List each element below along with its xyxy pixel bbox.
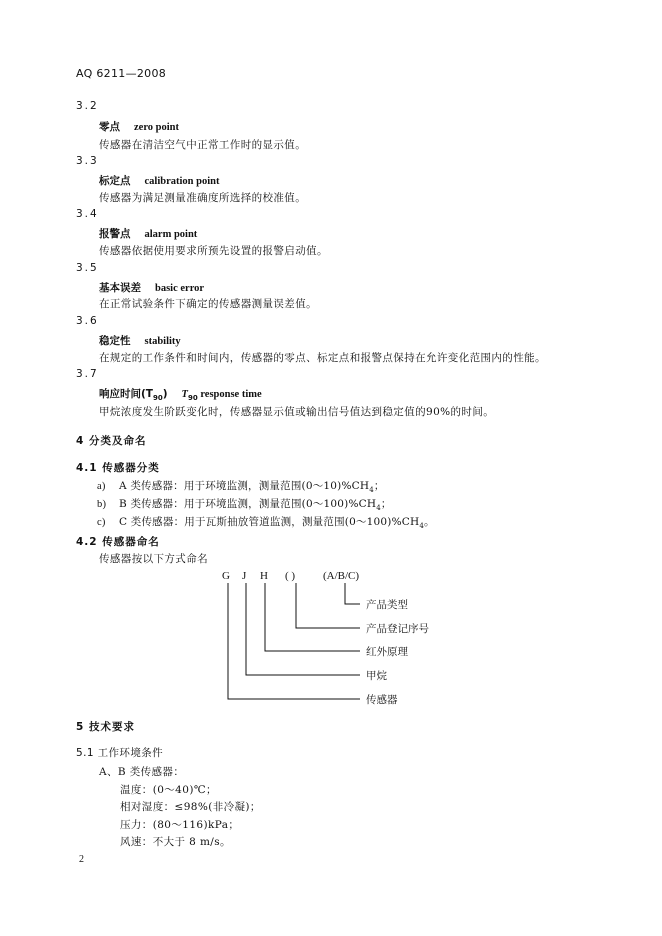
- clause-number: 3.2: [76, 100, 99, 112]
- document-header: AQ 6211—2008: [76, 67, 167, 80]
- term-definition: 传感器为满足测量准确度所选择的校准值。: [99, 192, 307, 204]
- term-zh: 稳定性: [99, 335, 131, 347]
- clause-number: 3.3: [76, 155, 99, 167]
- label-product-type: 产品类型: [366, 599, 408, 611]
- subsection-heading: 4.1 传感器分类: [76, 462, 160, 474]
- label-infrared-principle: 红外原理: [366, 646, 408, 658]
- connector-line: [265, 583, 360, 651]
- term-zh: 零点: [99, 121, 120, 133]
- list-text: B 类传感器：用于环境监测，测量范围(0～100)%CH: [119, 498, 377, 510]
- list-suffix: ；: [373, 480, 385, 492]
- clause-number: 3.5: [76, 262, 99, 274]
- code-letter-g: G: [222, 570, 230, 582]
- list-marker: c): [97, 517, 106, 528]
- section-heading: 4 分类及命名: [76, 435, 147, 447]
- term-definition: 在正常试验条件下确定的传感器测量误差值。: [99, 298, 317, 310]
- term-zh: 基本误差: [99, 282, 141, 294]
- code-type-slot: (A/B/C): [323, 570, 360, 582]
- code-letter-h: H: [260, 570, 268, 582]
- subsection-heading: 5.1 工作环境条件: [76, 747, 164, 759]
- condition-item: 温度：(0～40)℃；: [120, 784, 217, 796]
- clause-number: 3.4: [76, 208, 99, 220]
- list-marker: b): [97, 499, 107, 510]
- label-registration-number: 产品登记序号: [366, 623, 429, 635]
- clause-number: 3.6: [76, 315, 99, 327]
- term-zh-subscript: 90: [152, 394, 163, 403]
- condition-item: 风速：不大于 8 m/s。: [120, 836, 231, 848]
- list-subscript: 4: [376, 504, 381, 513]
- term-en: alarm point: [144, 229, 198, 240]
- term-definition: 传感器在清洁空气中正常工作时的显示值。: [99, 139, 307, 151]
- term-zh: 报警点: [99, 228, 131, 240]
- term-zh: 标定点: [99, 175, 131, 187]
- clause-number: 3.7: [76, 368, 99, 380]
- term-definition: 传感器依据使用要求所预先设置的报警启动值。: [99, 245, 328, 257]
- condition-item: 压力：(80～116)kPa；: [120, 819, 240, 831]
- list-marker: a): [97, 481, 106, 492]
- list-suffix: ；: [380, 498, 392, 510]
- naming-intro: 传感器按以下方式命名: [99, 553, 208, 565]
- term-en: basic error: [155, 283, 205, 294]
- list-subscript: 4: [369, 486, 374, 495]
- list-subscript: 4: [419, 522, 425, 531]
- term-en-symbol: T: [181, 389, 188, 400]
- connector-line: [296, 583, 360, 628]
- term-zh-suffix: ): [162, 388, 168, 400]
- term-definition: 甲烷浓度发生阶跃变化时，传感器显示值或输出信号值达到稳定值的90%的时间。: [99, 406, 495, 418]
- term-definition: 在规定的工作条件和时间内，传感器的零点、标定点和报警点保持在允许变化范围内的性能。: [99, 352, 546, 364]
- label-sensor: 传感器: [366, 694, 398, 706]
- term-en: stability: [144, 336, 181, 347]
- term-en: zero point: [134, 122, 180, 133]
- list-text: C 类传感器：用于瓦斯抽放管道监测，测量范围(0～100)%CH: [119, 516, 420, 528]
- condition-item: 相对湿度：≤98%(非冷凝)；: [120, 801, 261, 813]
- list-text: A 类传感器：用于环境监测，测量范围(0～10)%CH: [119, 480, 370, 492]
- code-registration-slot: ( ): [285, 570, 296, 582]
- sensor-class-line: A、B 类传感器：: [99, 766, 185, 778]
- page-number: 2: [79, 854, 84, 865]
- connector-line: [345, 583, 360, 604]
- term-en-subscript: 90: [187, 394, 198, 403]
- term-zh: 响应时间(T: [99, 388, 153, 400]
- list-suffix: 。: [424, 516, 435, 528]
- term-en: calibration point: [144, 176, 220, 187]
- connector-line: [246, 583, 360, 675]
- connector-line: [228, 583, 360, 699]
- term-en: response time: [197, 389, 262, 400]
- section-heading: 5 技术要求: [76, 721, 135, 733]
- subsection-heading: 4.2 传感器命名: [76, 536, 160, 548]
- label-methane: 甲烷: [366, 670, 387, 682]
- code-letter-j: J: [242, 570, 247, 582]
